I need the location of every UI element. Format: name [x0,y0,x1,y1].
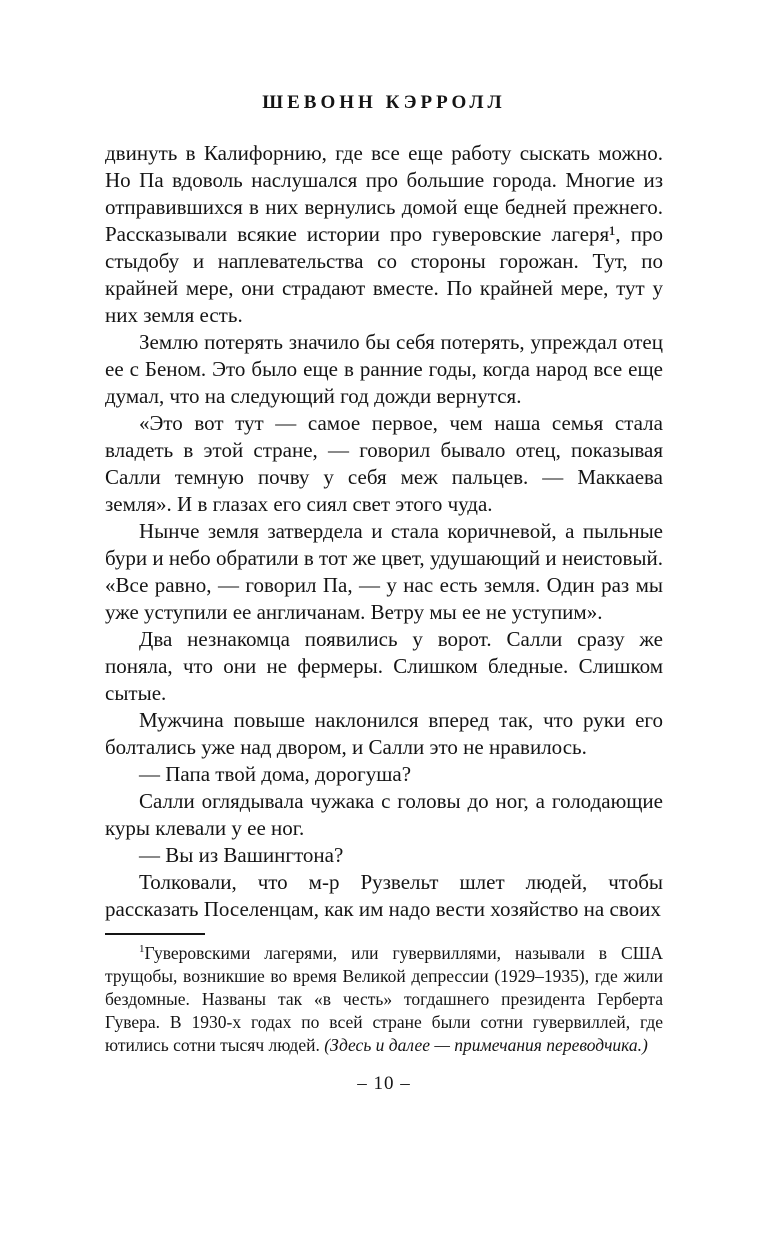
footnote-translator-note: (Здесь и далее — примечания переводчика.) [324,1035,648,1055]
footnote-divider [105,933,205,935]
body-paragraph: Толковали, что м-р Рузвельт шлет людей, чтобы рассказать Поселенцам, как им надо вести хозяйство на своих [105,870,663,921]
body-paragraph: — Вы из Вашингтона? [139,843,344,867]
page-number: – 10 – [357,1073,411,1094]
body-paragraph: Землю потерять значило бы себя потерять, упреждал отец ее с Беном. Это было еще в ранние годы, когда народ все еще думал, что на следующий год дожди вернутся. [105,330,663,408]
body-paragraph: — Папа твой дома, дорогуша? [139,762,412,786]
footnote-text: Гуверовскими лагерями, или гувервиллями, называли в США трущобы, возникшие во время Великой депрессии (1929–1935), где жили бездомные. Названы так «в честь» тогдашнего президента Герберта Гувера. В 1930-х годах по всей стране были сотни гувервиллей, где ютились сотни тысяч людей. [105,943,663,1055]
page-body [105,140,663,923]
footnote-marker: 1 [139,943,145,956]
footnote [105,942,663,1057]
body-paragraph: Нынче земля затвердела и стала коричневой, а пыльные бури и небо обратили в тот же цвет, удушающий и неистовый. «Все равно, — говорил Па, — у нас есть земля. Один раз мы уже уступили ее англичанам. Ветру мы ее не уступим». [105,519,663,624]
body-paragraph: Два незнакомца появились у ворот. Салли сразу же поняла, что они не фермеры. Слишком бледные. Слишком сытые. [105,627,663,705]
body-paragraph: «Это вот тут — самое первое, чем наша семья стала владеть в этой стране, — говорил бывало отец, показывая Салли темную почву у себя меж пальцев. — Маккаева земля». И в глазах его сиял свет этого чуда. [105,411,663,516]
body-paragraph: Салли оглядывала чужака с головы до ног, а голодающие куры клевали у ее ног. [105,789,663,840]
body-paragraph: двинуть в Калифорнию, где все еще работу сыскать можно. Но Па вдоволь наслушался про большие города. Многие из отправившихся в них вернулись домой еще бедней прежнего. Рассказывали всякие истории про гуверовские лагеря¹, про стыдобу и наплевательства со стороны горожан. Тут, по крайней мере, они страдают вместе. По крайней мере, тут у них земля есть. [105,141,663,327]
body-paragraph: Мужчина повыше наклонился вперед так, что руки его болтались уже над двором, и Салли это не нравилось. [105,708,663,759]
running-header: ШЕВОНН КЭРРОЛЛ [262,92,506,113]
